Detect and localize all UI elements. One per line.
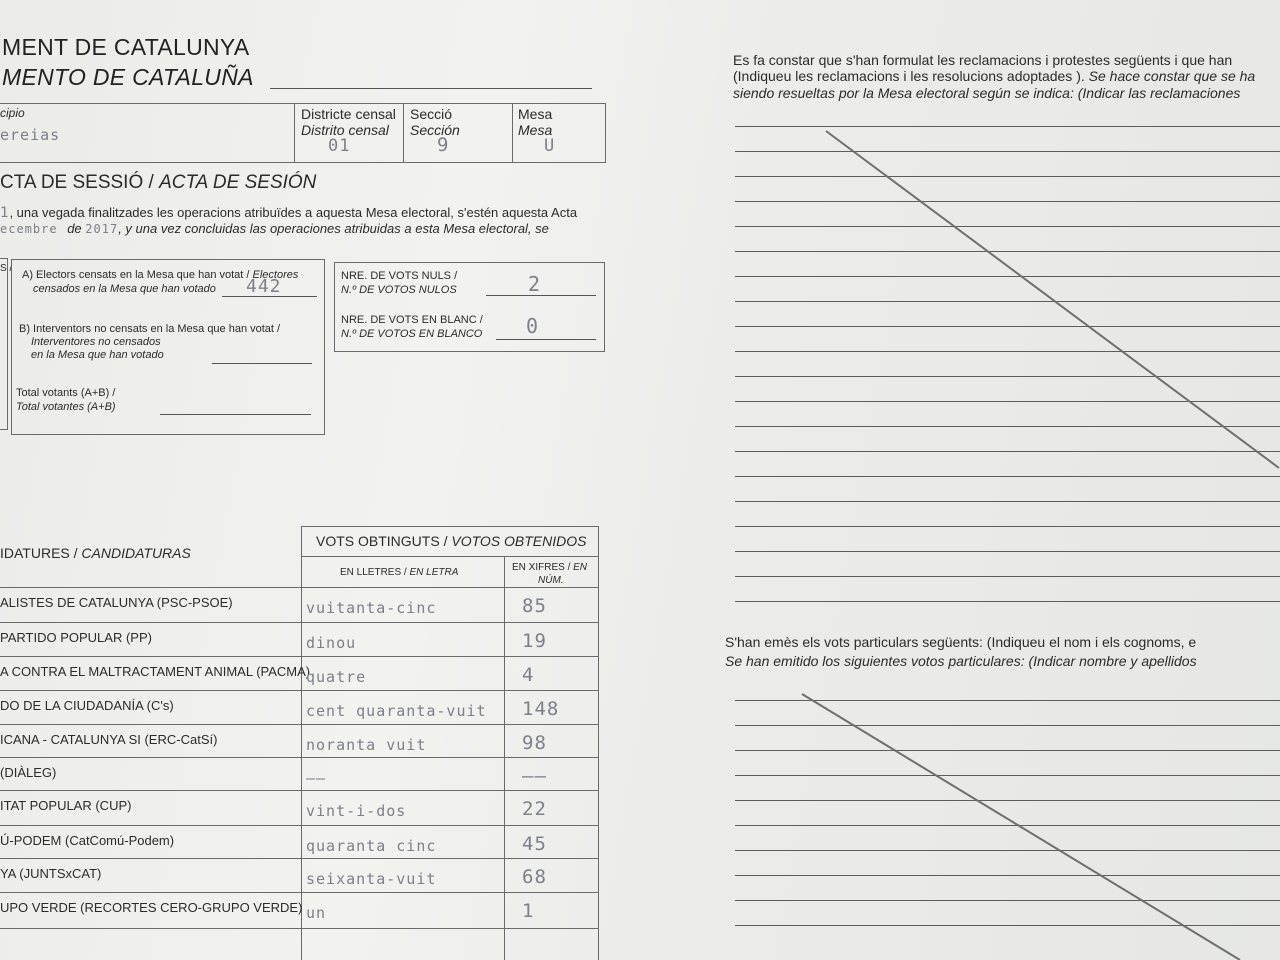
mesa-label-es: Mesa: [518, 122, 553, 138]
electors-label: A) Electors censats en la Mesa que han votat / Electores: [22, 269, 299, 281]
votes-in-words: cent quaranta-vuit: [306, 702, 487, 720]
mesa-label-ca: Mesa: [518, 106, 553, 122]
claims-strike-line: [826, 131, 1279, 468]
district-value: 01: [328, 136, 351, 156]
votes-in-numbers: 4: [522, 664, 535, 686]
party-name: A CONTRA EL MALTRACTAMENT ANIMAL (PACMA): [0, 664, 311, 679]
side-mark: S /: [0, 263, 13, 274]
blanc-value: 0: [526, 314, 540, 338]
party-name: ITAT POPULAR (CUP): [0, 798, 132, 813]
nuls-value: 2: [528, 272, 542, 296]
col-votos: VOTS OBTINGUTS / VOTOS OBTENIDOS: [316, 533, 587, 549]
particular-strike-line: [802, 694, 1240, 960]
municipio-value: ereias: [0, 126, 61, 144]
session-heading-es: ACTA DE SESIÓN: [159, 172, 317, 193]
claims-text-2: (Indiqueu les reclamacions i les resolucions adoptades ). Se hace constar que se ha: [733, 68, 1256, 84]
blanc-label: NRE. DE VOTS EN BLANC /: [341, 314, 483, 326]
votes-in-words: seixanta-vuit: [306, 870, 437, 888]
claims-text-3: siendo resueltas por la Mesa electoral según se indica: (Indicar las reclamaciones: [733, 85, 1241, 101]
electors-value: 442: [246, 276, 282, 297]
section-value: 9: [437, 134, 450, 156]
session-text-2: , y una vez concluidas las operaciones atribuidas a esta Mesa electoral, se: [118, 221, 549, 236]
mesa-value: U: [544, 136, 556, 156]
votes-in-words: quatre: [306, 668, 367, 686]
party-name: ICANA - CATALUNYA SI (ERC-CatSí): [0, 732, 218, 747]
votes-in-numbers: 22: [522, 798, 547, 820]
votes-in-numbers: ——: [522, 765, 547, 787]
col-letra: EN LLETRES / EN LETRA: [340, 567, 459, 578]
party-name: Ú-PODEM (CatComú-Podem): [0, 833, 175, 848]
session-year: 2017: [85, 222, 119, 236]
col-candidaturas: IDATURES / CANDIDATURAS: [0, 545, 191, 561]
votes-in-numbers: 85: [522, 595, 547, 617]
interventors-label-es2: en la Mesa que han votado: [31, 349, 164, 361]
district-label-es: Distrito censal: [301, 122, 389, 138]
votes-in-words: ——: [306, 769, 327, 787]
votes-in-words: quaranta cinc: [306, 837, 437, 855]
votes-in-numbers: 1: [522, 900, 535, 922]
district-label-ca: Districte censal: [301, 106, 396, 122]
votes-in-words: noranta vuit: [306, 736, 427, 754]
section-label-ca: Secció: [410, 106, 453, 122]
votes-in-numbers: 45: [522, 833, 547, 855]
party-name: PARTIDO POPULAR (PP): [0, 630, 152, 645]
claims-text-1: Es fa constar que s'han formulat les reclamacions i protestes següents i que han: [733, 52, 1233, 68]
votes-in-numbers: 19: [522, 630, 547, 652]
votes-in-numbers: 98: [522, 732, 547, 754]
col-num: EN XIFRES / EN: [512, 562, 588, 573]
session-text-1: , una vegada finalitzades les operacions atribuïdes a aquesta Mesa electoral, s'estén aquesta Acta: [9, 205, 578, 220]
nuls-label-es: N.º DE VOTOS NULOS: [341, 284, 457, 296]
votes-in-words: vuitanta-cinc: [306, 599, 437, 617]
nuls-label: NRE. DE VOTS NULS /: [341, 270, 458, 282]
session-month: ecembre: [0, 222, 58, 236]
particular-text-1: S'han emès els vots particulars següents: (Indiqueu el nom i els cognoms, e: [725, 634, 1197, 650]
session-de: de: [67, 221, 82, 236]
title-catalan: MENT DE CATALUNYA: [2, 34, 250, 60]
party-name: YA (JUNTSxCAT): [0, 866, 102, 881]
col-num-es2: NÚM.: [538, 575, 564, 586]
party-name: (DIÀLEG): [0, 765, 57, 780]
session-heading-ca: CTA DE SESSIÓ /: [0, 172, 154, 193]
total-label: Total votants (A+B) /: [16, 387, 116, 399]
party-name: ALISTES DE CATALUNYA (PSC-PSOE): [0, 595, 233, 610]
party-name: UPO VERDE (RECORTES CERO-GRUPO VERDE): [0, 900, 303, 915]
blanc-label-es: N.º DE VOTOS EN BLANCO: [341, 328, 483, 340]
votes-in-words: vint-i-dos: [306, 802, 407, 820]
votes-in-numbers: 148: [522, 698, 560, 720]
votes-in-words: un: [306, 904, 327, 922]
electors-label-es: censados en la Mesa que han votado: [33, 283, 216, 295]
votes-in-numbers: 68: [522, 866, 547, 888]
votes-in-words: dinou: [306, 634, 357, 652]
session-day: 1: [0, 205, 10, 221]
interventors-label-es1: Interventores no censados: [31, 336, 161, 348]
municipio-label: cipio: [0, 106, 25, 120]
interventors-label: B) Interventors no censats en la Mesa que han votat /: [19, 323, 281, 335]
title-spanish: MENTO DE CATALUÑA: [2, 64, 254, 90]
section-label-es: Sección: [410, 122, 460, 138]
total-label-es: Total votantes (A+B): [16, 401, 116, 413]
party-name: DO DE LA CIUDADANÍA (C's): [0, 698, 174, 713]
particular-text-2: Se han emitido los siguientes votos particulares: (Indicar nombre y apellidos: [725, 653, 1197, 669]
